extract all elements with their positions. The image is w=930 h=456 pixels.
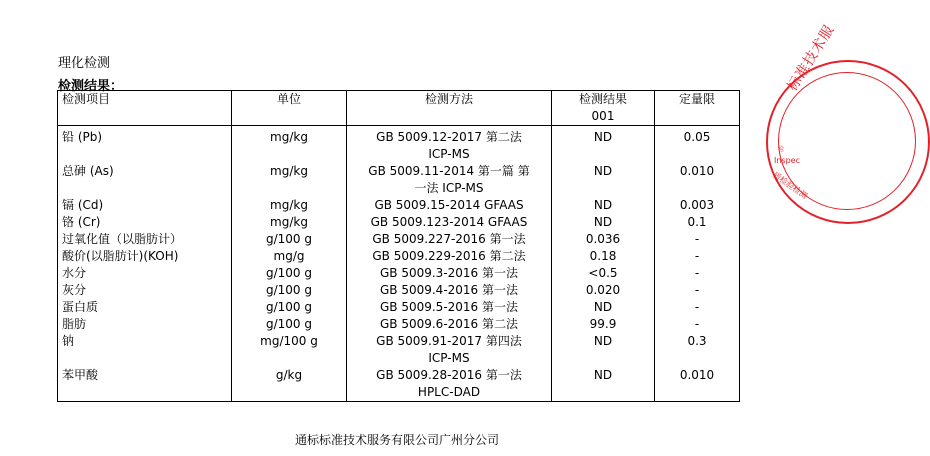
unit-cell: g/100 g [232, 316, 347, 333]
table-row [58, 367, 740, 402]
method-cell: GB 5009.6-2016 第二法 [347, 316, 552, 333]
header-method: 检测方法 [347, 91, 552, 126]
result-cell: <0.5 [552, 265, 655, 282]
table-row [58, 333, 740, 367]
unit-cell: g/100 g [232, 231, 347, 248]
results-table [57, 90, 740, 402]
header-item: 检测项目 [58, 91, 232, 126]
item-cell: 酸价(以脂肪计)(KOH) [58, 248, 232, 265]
loq-cell: 0.1 [655, 214, 740, 231]
method-cell: GB 5009.12-2017 第二法 ICP-MS [347, 126, 552, 164]
loq-cell: - [655, 265, 740, 282]
result-cell: ND [552, 367, 655, 402]
stamp-text: 检 [778, 146, 785, 153]
header-loq: 定量限 [655, 91, 740, 126]
item-cell: 总砷 (As) [58, 163, 232, 197]
unit-cell: g/100 g [232, 299, 347, 316]
result-cell: ND [552, 163, 655, 197]
table-header-row [58, 91, 740, 126]
loq-cell: - [655, 248, 740, 265]
header-unit: 单位 [232, 91, 347, 126]
table-row [58, 163, 740, 197]
loq-cell: - [655, 231, 740, 248]
unit-cell: mg/kg [232, 163, 347, 197]
stamp-text: Inspec [774, 156, 800, 165]
loq-cell: - [655, 299, 740, 316]
unit-cell: mg/kg [232, 126, 347, 164]
table-row [58, 316, 740, 333]
table-row [58, 197, 740, 214]
method-cell: GB 5009.91-2017 第四法 ICP-MS [347, 333, 552, 367]
result-cell: ND [552, 197, 655, 214]
method-cell: GB 5009.5-2016 第一法 [347, 299, 552, 316]
loq-cell: - [655, 316, 740, 333]
stamp-text: 质检验检测 [771, 170, 809, 201]
method-cell: GB 5009.15-2014 GFAAS [347, 197, 552, 214]
table-row [58, 265, 740, 282]
loq-cell: 0.003 [655, 197, 740, 214]
loq-cell: 0.010 [655, 163, 740, 197]
unit-cell: mg/kg [232, 214, 347, 231]
unit-cell: g/kg [232, 367, 347, 402]
header-sample-id: 001 [591, 109, 615, 123]
method-cell: GB 5009.3-2016 第一法 [347, 265, 552, 282]
loq-cell: 0.05 [655, 126, 740, 164]
stamp-text: 标准技术服 [784, 21, 838, 95]
loq-cell: - [655, 282, 740, 299]
result-cell: ND [552, 299, 655, 316]
item-cell: 铬 (Cr) [58, 214, 232, 231]
item-cell: 铅 (Pb) [58, 126, 232, 164]
table-row [58, 248, 740, 265]
header-result [552, 91, 655, 126]
header-result-label: 检测结果 [578, 92, 627, 106]
table-row [58, 299, 740, 316]
unit-cell: mg/g [232, 248, 347, 265]
result-cell: ND [552, 126, 655, 164]
item-cell: 水分 [58, 265, 232, 282]
loq-cell: 0.010 [655, 367, 740, 402]
footer-company: 通标标准技术服务有限公司广州分公司 [294, 433, 499, 447]
result-cell: 0.036 [552, 231, 655, 248]
result-cell: 0.18 [552, 248, 655, 265]
result-cell: 99.9 [552, 316, 655, 333]
red-seal-stamp [766, 21, 930, 224]
result-cell: ND [552, 333, 655, 367]
unit-cell: mg/kg [232, 197, 347, 214]
item-cell: 镉 (Cd) [58, 197, 232, 214]
method-cell: GB 5009.227-2016 第一法 [347, 231, 552, 248]
loq-cell: 0.3 [655, 333, 740, 367]
item-cell: 灰分 [58, 282, 232, 299]
method-cell: GB 5009.229-2016 第二法 [347, 248, 552, 265]
unit-cell: mg/100 g [232, 333, 347, 367]
item-cell: 钠 [58, 333, 232, 367]
section-title: 理化检测 [58, 56, 111, 71]
result-title: 检测结果： [58, 79, 124, 94]
item-cell: 苯甲酸 [58, 367, 232, 402]
table-row [58, 282, 740, 299]
item-cell: 过氧化值（以脂肪计） [58, 231, 232, 248]
method-cell: GB 5009.28-2016 第一法 HPLC-DAD [347, 367, 552, 402]
table-row [58, 214, 740, 231]
item-cell: 蛋白质 [58, 299, 232, 316]
result-cell: ND [552, 214, 655, 231]
method-cell: GB 5009.11-2014 第一篇 第 一法 ICP-MS [347, 163, 552, 197]
result-cell: 0.020 [552, 282, 655, 299]
item-cell: 脂肪 [58, 316, 232, 333]
unit-cell: g/100 g [232, 265, 347, 282]
table-row [58, 231, 740, 248]
method-cell: GB 5009.4-2016 第一法 [347, 282, 552, 299]
method-cell: GB 5009.123-2014 GFAAS [347, 214, 552, 231]
table-row [58, 126, 740, 164]
unit-cell: g/100 g [232, 282, 347, 299]
